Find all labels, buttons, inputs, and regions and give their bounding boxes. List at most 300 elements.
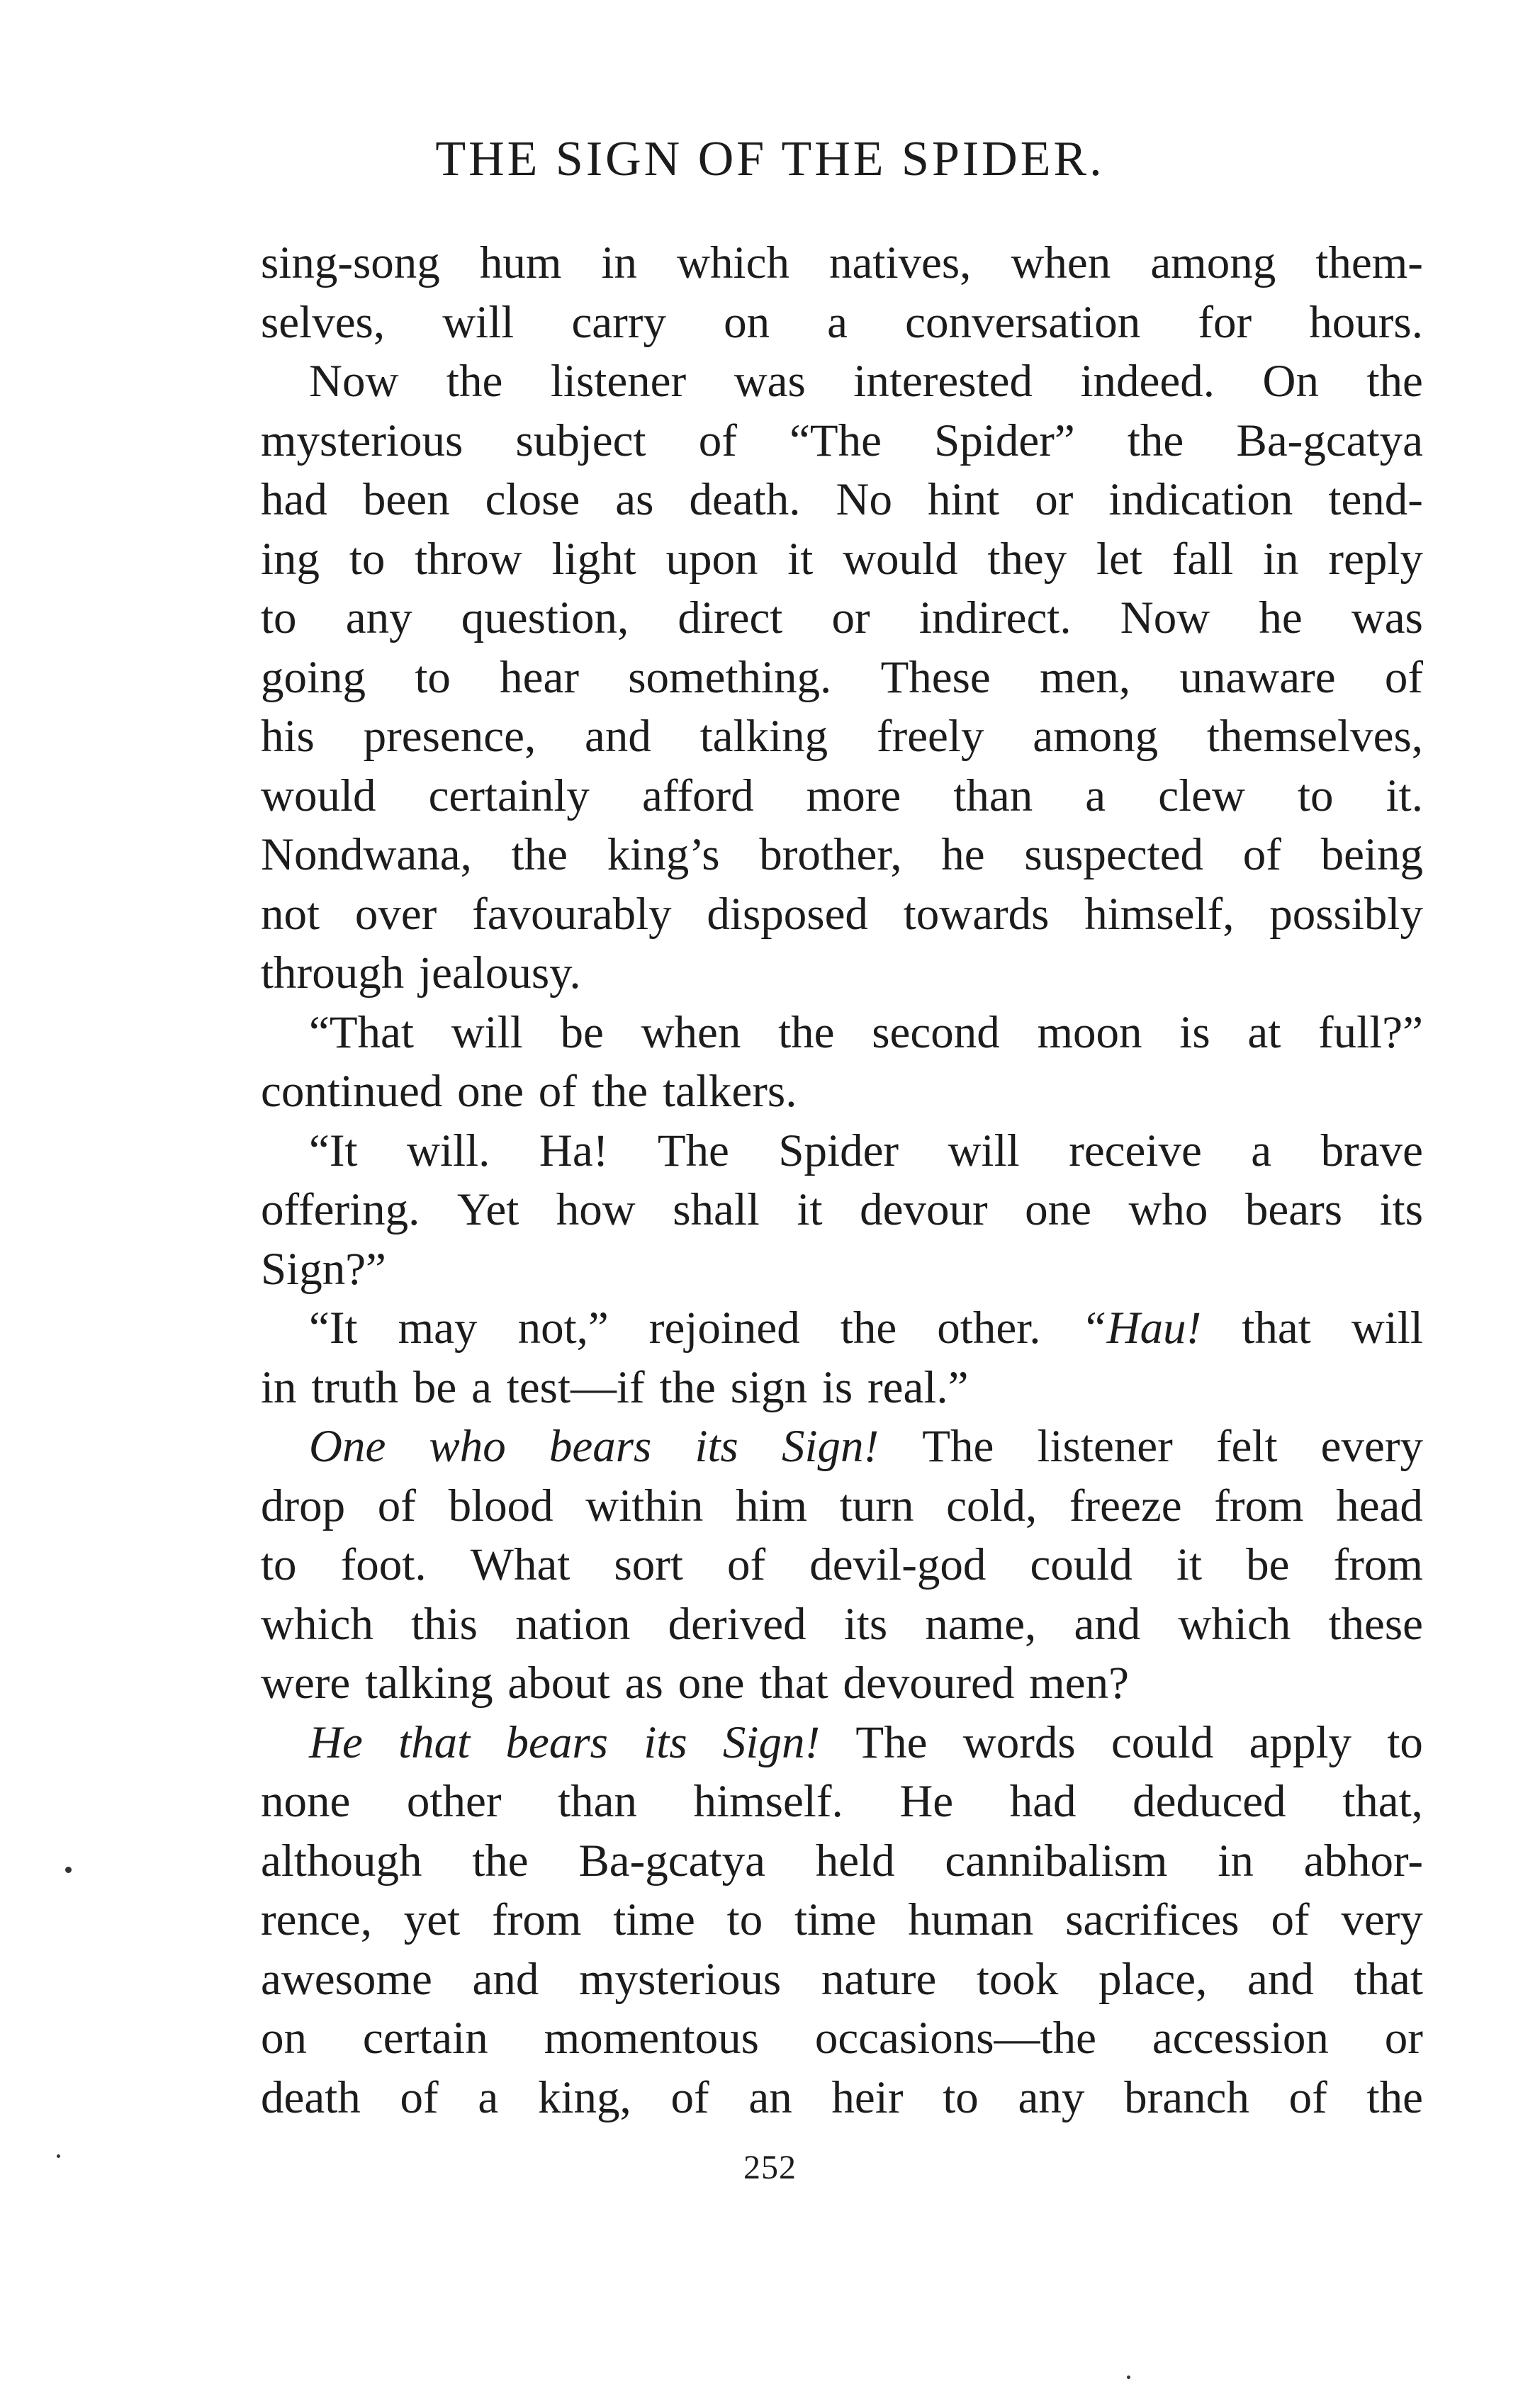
text-line [261, 1654, 1423, 1714]
word: Ba-gcatya [578, 1835, 765, 1887]
word: close [485, 474, 580, 525]
word: to [726, 1894, 763, 1945]
word: time [794, 1894, 877, 1945]
word: head [1336, 1480, 1423, 1531]
word: abhor- [1303, 1835, 1423, 1887]
word: other [406, 1776, 502, 1827]
word: will [1351, 1303, 1423, 1354]
word: in [261, 1361, 297, 1413]
word: occasions—the [814, 2013, 1096, 2064]
word: real.” [867, 1361, 969, 1413]
word: will [948, 1125, 1020, 1176]
word: the [1366, 356, 1423, 407]
word: listener [550, 356, 687, 407]
text-line [261, 1477, 1423, 1536]
word: of [1242, 829, 1281, 880]
word: shall [673, 1184, 760, 1235]
word: nature [821, 1953, 937, 2005]
word: “The [789, 415, 882, 466]
page-number: 252 [743, 2149, 797, 2186]
word: and [1247, 1953, 1314, 2005]
word: derived [668, 1598, 806, 1650]
ink-speck [57, 2154, 60, 2158]
word: of [1288, 2071, 1327, 2123]
word: Now [309, 356, 399, 407]
word: rence, [261, 1894, 372, 1945]
word: cannibalism [945, 1835, 1168, 1887]
word: his [261, 711, 315, 762]
text-line [261, 1122, 1423, 1181]
word: certain [362, 2013, 488, 2064]
word: full?” [1317, 1006, 1423, 1058]
word: Sign?” [261, 1243, 386, 1295]
word: will [451, 1006, 523, 1058]
text-line [261, 1714, 1423, 1773]
word: subject [515, 415, 646, 466]
word: indication [1108, 474, 1293, 525]
word: place, [1098, 1953, 1208, 2005]
word: it [787, 533, 814, 585]
word: offering. [261, 1184, 420, 1235]
word: to [261, 1539, 297, 1590]
word: on [724, 296, 770, 348]
text-line [261, 293, 1423, 353]
word: awesome [261, 1953, 432, 2005]
word: of [538, 1066, 577, 1117]
word: brave [1320, 1125, 1423, 1176]
running-title: THE SIGN OF THE SPIDER. [435, 132, 1105, 186]
word: let [1096, 533, 1142, 585]
word: of [1384, 651, 1423, 703]
word: that [1242, 1303, 1311, 1354]
word: the [511, 829, 568, 880]
word: talkers. [662, 1066, 797, 1117]
word: these [1328, 1598, 1423, 1650]
text-line [261, 412, 1423, 471]
word: been [362, 474, 450, 525]
word: and [584, 711, 651, 762]
word: king’s [607, 829, 720, 880]
text-line [261, 885, 1423, 945]
word: death. [689, 474, 801, 525]
text-line [261, 589, 1423, 648]
word: talking [699, 711, 828, 762]
word: himself, [1084, 888, 1235, 940]
word: interested [853, 356, 1033, 407]
text-line [261, 1772, 1423, 1832]
word: talking [365, 1658, 493, 1709]
word: a [827, 296, 848, 348]
text-line [261, 707, 1423, 767]
word: words [962, 1716, 1076, 1768]
word: any [1018, 2071, 1085, 2123]
word: sacrifices [1065, 1894, 1240, 1945]
word: clew [1158, 770, 1245, 821]
word: more [806, 770, 901, 821]
word: a [471, 1361, 492, 1413]
word: One [309, 1421, 386, 1472]
word: sort [614, 1539, 683, 1590]
word: him [736, 1480, 808, 1531]
word: and [472, 1953, 539, 2005]
word: from [492, 1894, 582, 1945]
word: the [1127, 415, 1184, 466]
word: be [1246, 1539, 1290, 1590]
text-line [261, 944, 1423, 1003]
word: branch [1124, 2071, 1249, 2123]
word: being [1320, 829, 1423, 880]
word: devoured [843, 1658, 1015, 1709]
word: that [759, 1658, 828, 1709]
word: the [840, 1303, 897, 1354]
word: or [831, 592, 870, 643]
word: the [591, 1066, 648, 1117]
word: one [457, 1066, 524, 1117]
word: they [987, 533, 1067, 585]
word: in [1263, 533, 1299, 585]
text-line [261, 1299, 1423, 1359]
word: the [446, 356, 503, 407]
word: on [261, 2013, 307, 2064]
word: possibly [1269, 888, 1423, 940]
text-line [261, 530, 1423, 590]
word: blood [448, 1480, 553, 1531]
word: rejoined [648, 1303, 800, 1354]
word: or [1035, 474, 1074, 525]
word: which [677, 237, 789, 288]
text-line [261, 1891, 1423, 1950]
text-line [261, 1417, 1423, 1477]
word: presence, [363, 711, 536, 762]
body-text [261, 234, 1423, 2127]
word: he [941, 829, 985, 880]
word: Ha! [539, 1125, 609, 1176]
word: were [261, 1658, 351, 1709]
word: himself. [693, 1776, 843, 1827]
word: momentous [544, 2013, 759, 2064]
word: nation [515, 1598, 631, 1650]
text-line [261, 1003, 1423, 1063]
word: is [1179, 1006, 1210, 1058]
word: to [415, 651, 451, 703]
word: throw [415, 533, 522, 585]
word: it [797, 1184, 823, 1235]
word: time [613, 1894, 695, 1945]
word: from [1214, 1480, 1304, 1531]
word: Ba-gcatya [1236, 415, 1423, 466]
word: who [1128, 1184, 1208, 1235]
word: every [1320, 1421, 1423, 1472]
text-line [261, 1832, 1423, 1891]
word: king, [537, 2071, 631, 2123]
word: Now [1120, 592, 1210, 643]
word: Spider” [934, 415, 1075, 466]
word: to [261, 592, 297, 643]
word: heir [831, 2071, 904, 2123]
word: other. [937, 1303, 1041, 1354]
word: could [1111, 1716, 1214, 1768]
word: the [1366, 2071, 1423, 2123]
word: hear [500, 651, 579, 703]
word: indirect. [918, 592, 1072, 643]
word: “It [309, 1125, 358, 1176]
word: through [261, 948, 405, 999]
word: name, [925, 1598, 1037, 1650]
word: one [1025, 1184, 1091, 1235]
word: a [478, 2071, 499, 2123]
word: foot. [340, 1539, 427, 1590]
word: its [1379, 1184, 1423, 1235]
word: selves, [261, 296, 386, 348]
word: that [1354, 1953, 1423, 2005]
word: which [261, 1598, 373, 1650]
word: bears [505, 1716, 608, 1768]
word: freeze [1069, 1480, 1182, 1531]
word: No [836, 474, 892, 525]
word: may [398, 1303, 478, 1354]
word: The [657, 1125, 729, 1176]
word: of [698, 415, 737, 466]
word: receive [1069, 1125, 1202, 1176]
word: hours. [1309, 296, 1423, 348]
word: that, [1342, 1776, 1423, 1827]
word: second [872, 1006, 1000, 1058]
text-line [261, 234, 1423, 293]
word: favourably [472, 888, 672, 940]
word: These [880, 651, 991, 703]
word: not,” [517, 1303, 609, 1354]
word: among [1033, 711, 1159, 762]
word: reply [1328, 533, 1423, 585]
word: in [601, 237, 638, 288]
word: mysterious [261, 415, 463, 466]
word: its [643, 1716, 687, 1768]
word: hum [479, 237, 562, 288]
word: “It [309, 1303, 358, 1354]
word: bears [1244, 1184, 1343, 1235]
word: death [261, 2071, 361, 2123]
text-line [261, 1536, 1423, 1595]
word: as [615, 474, 654, 525]
word: would [261, 770, 376, 821]
word: carry [571, 296, 666, 348]
word: took [976, 1953, 1059, 2005]
word: would [843, 533, 958, 585]
word: conversation [905, 296, 1141, 348]
word: He [309, 1716, 363, 1768]
word: at [1247, 1006, 1281, 1058]
word: them- [1315, 237, 1423, 288]
word: its [695, 1421, 738, 1472]
word: freely [876, 711, 984, 762]
word: natives, [829, 237, 972, 288]
word: was [734, 356, 806, 407]
text-line [261, 1359, 1423, 1418]
word: when [1011, 237, 1111, 288]
text-line [261, 2009, 1423, 2069]
word: indeed. [1080, 356, 1215, 407]
word: to [1387, 1716, 1423, 1768]
text-line [261, 648, 1423, 708]
text-line [261, 1181, 1423, 1240]
text-line [261, 352, 1423, 412]
text-line [261, 2069, 1423, 2128]
word: mysterious [578, 1953, 782, 2005]
word: brother, [759, 829, 902, 880]
word: than [953, 770, 1033, 821]
word: suspected [1024, 829, 1204, 880]
word: very [1341, 1894, 1423, 1945]
text-line [261, 471, 1423, 530]
word: among [1150, 237, 1276, 288]
word: or [1384, 2013, 1423, 2064]
word: He [899, 1776, 954, 1827]
word: how [556, 1184, 636, 1235]
word: will [442, 296, 515, 348]
word: question, [461, 592, 629, 643]
word: Spider [778, 1125, 899, 1176]
word: fall [1171, 533, 1234, 585]
word: a [1251, 1125, 1272, 1176]
text-line [261, 1062, 1423, 1122]
word: of [377, 1480, 416, 1531]
ink-speck [65, 1867, 72, 1873]
word: a [1085, 770, 1106, 821]
word: for [1198, 296, 1252, 348]
word: this [411, 1598, 478, 1650]
word: The [855, 1716, 928, 1768]
word: it [1176, 1539, 1203, 1590]
word: The [922, 1421, 994, 1472]
word: any [345, 592, 412, 643]
word: cold, [946, 1480, 1038, 1531]
word: to [943, 2071, 979, 2123]
word: devour [860, 1184, 988, 1235]
word: of [1271, 1894, 1310, 1945]
word: themselves, [1206, 711, 1423, 762]
word: men? [1029, 1658, 1129, 1709]
word: although [261, 1835, 422, 1887]
word: truth [311, 1361, 399, 1413]
word: “That [309, 1006, 414, 1058]
word: sing-song [261, 237, 440, 288]
text-line [261, 1240, 1423, 1300]
word: had [261, 474, 327, 525]
word: “Hau! [1081, 1303, 1202, 1354]
text-line [261, 1595, 1423, 1655]
word: over [354, 888, 437, 940]
word: one [678, 1658, 745, 1709]
word: What [470, 1539, 571, 1590]
word: the [778, 1006, 835, 1058]
word: Sign! [781, 1421, 879, 1472]
word: none [261, 1776, 351, 1827]
word: deduced [1132, 1776, 1286, 1827]
word: is [821, 1361, 853, 1413]
text-line [261, 1950, 1423, 2010]
word: was [1351, 592, 1423, 643]
word: accession [1152, 2013, 1329, 2064]
word: felt [1215, 1421, 1278, 1472]
word: towards [903, 888, 1050, 940]
word: not [261, 888, 320, 940]
word: be [412, 1361, 457, 1413]
word: drop [261, 1480, 346, 1531]
word: human [908, 1894, 1034, 1945]
word: going [261, 651, 366, 703]
word: of [670, 2071, 709, 2123]
word: of [400, 2071, 439, 2123]
word: Yet [456, 1184, 519, 1235]
word: men, [1040, 651, 1131, 703]
word: something. [628, 651, 832, 703]
word: apply [1249, 1716, 1352, 1768]
word: in [1218, 1835, 1254, 1887]
word: test—if [506, 1361, 645, 1413]
word: which [1178, 1598, 1291, 1650]
word: to [349, 533, 386, 585]
word: Sign! [722, 1716, 821, 1768]
word: ing [261, 533, 320, 585]
word: held [815, 1835, 895, 1887]
word: continued [261, 1066, 443, 1117]
word: On [1262, 356, 1319, 407]
word: turn [839, 1480, 914, 1531]
word: he [1259, 592, 1303, 643]
word: about [507, 1658, 610, 1709]
word: bears [549, 1421, 652, 1472]
word: had [1009, 1776, 1077, 1827]
word: afford [642, 770, 754, 821]
word: than [558, 1776, 637, 1827]
word: the [472, 1835, 529, 1887]
word: direct [678, 592, 783, 643]
word: disposed [707, 888, 868, 940]
word: its [843, 1598, 888, 1650]
word: upon [665, 533, 758, 585]
word: could [1030, 1539, 1132, 1590]
word: devil-god [809, 1539, 987, 1590]
word: when [641, 1006, 741, 1058]
ink-speck [1127, 2375, 1130, 2379]
word: hint [928, 474, 1000, 525]
word: to [1297, 770, 1334, 821]
word: jealousy. [419, 948, 581, 999]
word: yet [403, 1894, 461, 1945]
word: of [727, 1539, 766, 1590]
text-line [261, 767, 1423, 826]
word: Nondwana, [261, 829, 472, 880]
word: an [748, 2071, 792, 2123]
word: be [560, 1006, 604, 1058]
word: it. [1386, 770, 1423, 821]
word: will. [407, 1125, 490, 1176]
word: sign [730, 1361, 808, 1413]
word: light [551, 533, 636, 585]
word: as [624, 1658, 663, 1709]
word: unaware [1179, 651, 1336, 703]
word: moon [1037, 1006, 1142, 1058]
word: tend- [1328, 474, 1423, 525]
word: who [429, 1421, 506, 1472]
word: certainly [428, 770, 590, 821]
word: that [398, 1716, 471, 1768]
word: within [585, 1480, 704, 1531]
text-line [261, 826, 1423, 885]
word: the [659, 1361, 716, 1413]
word: and [1074, 1598, 1141, 1650]
word: listener [1037, 1421, 1173, 1472]
